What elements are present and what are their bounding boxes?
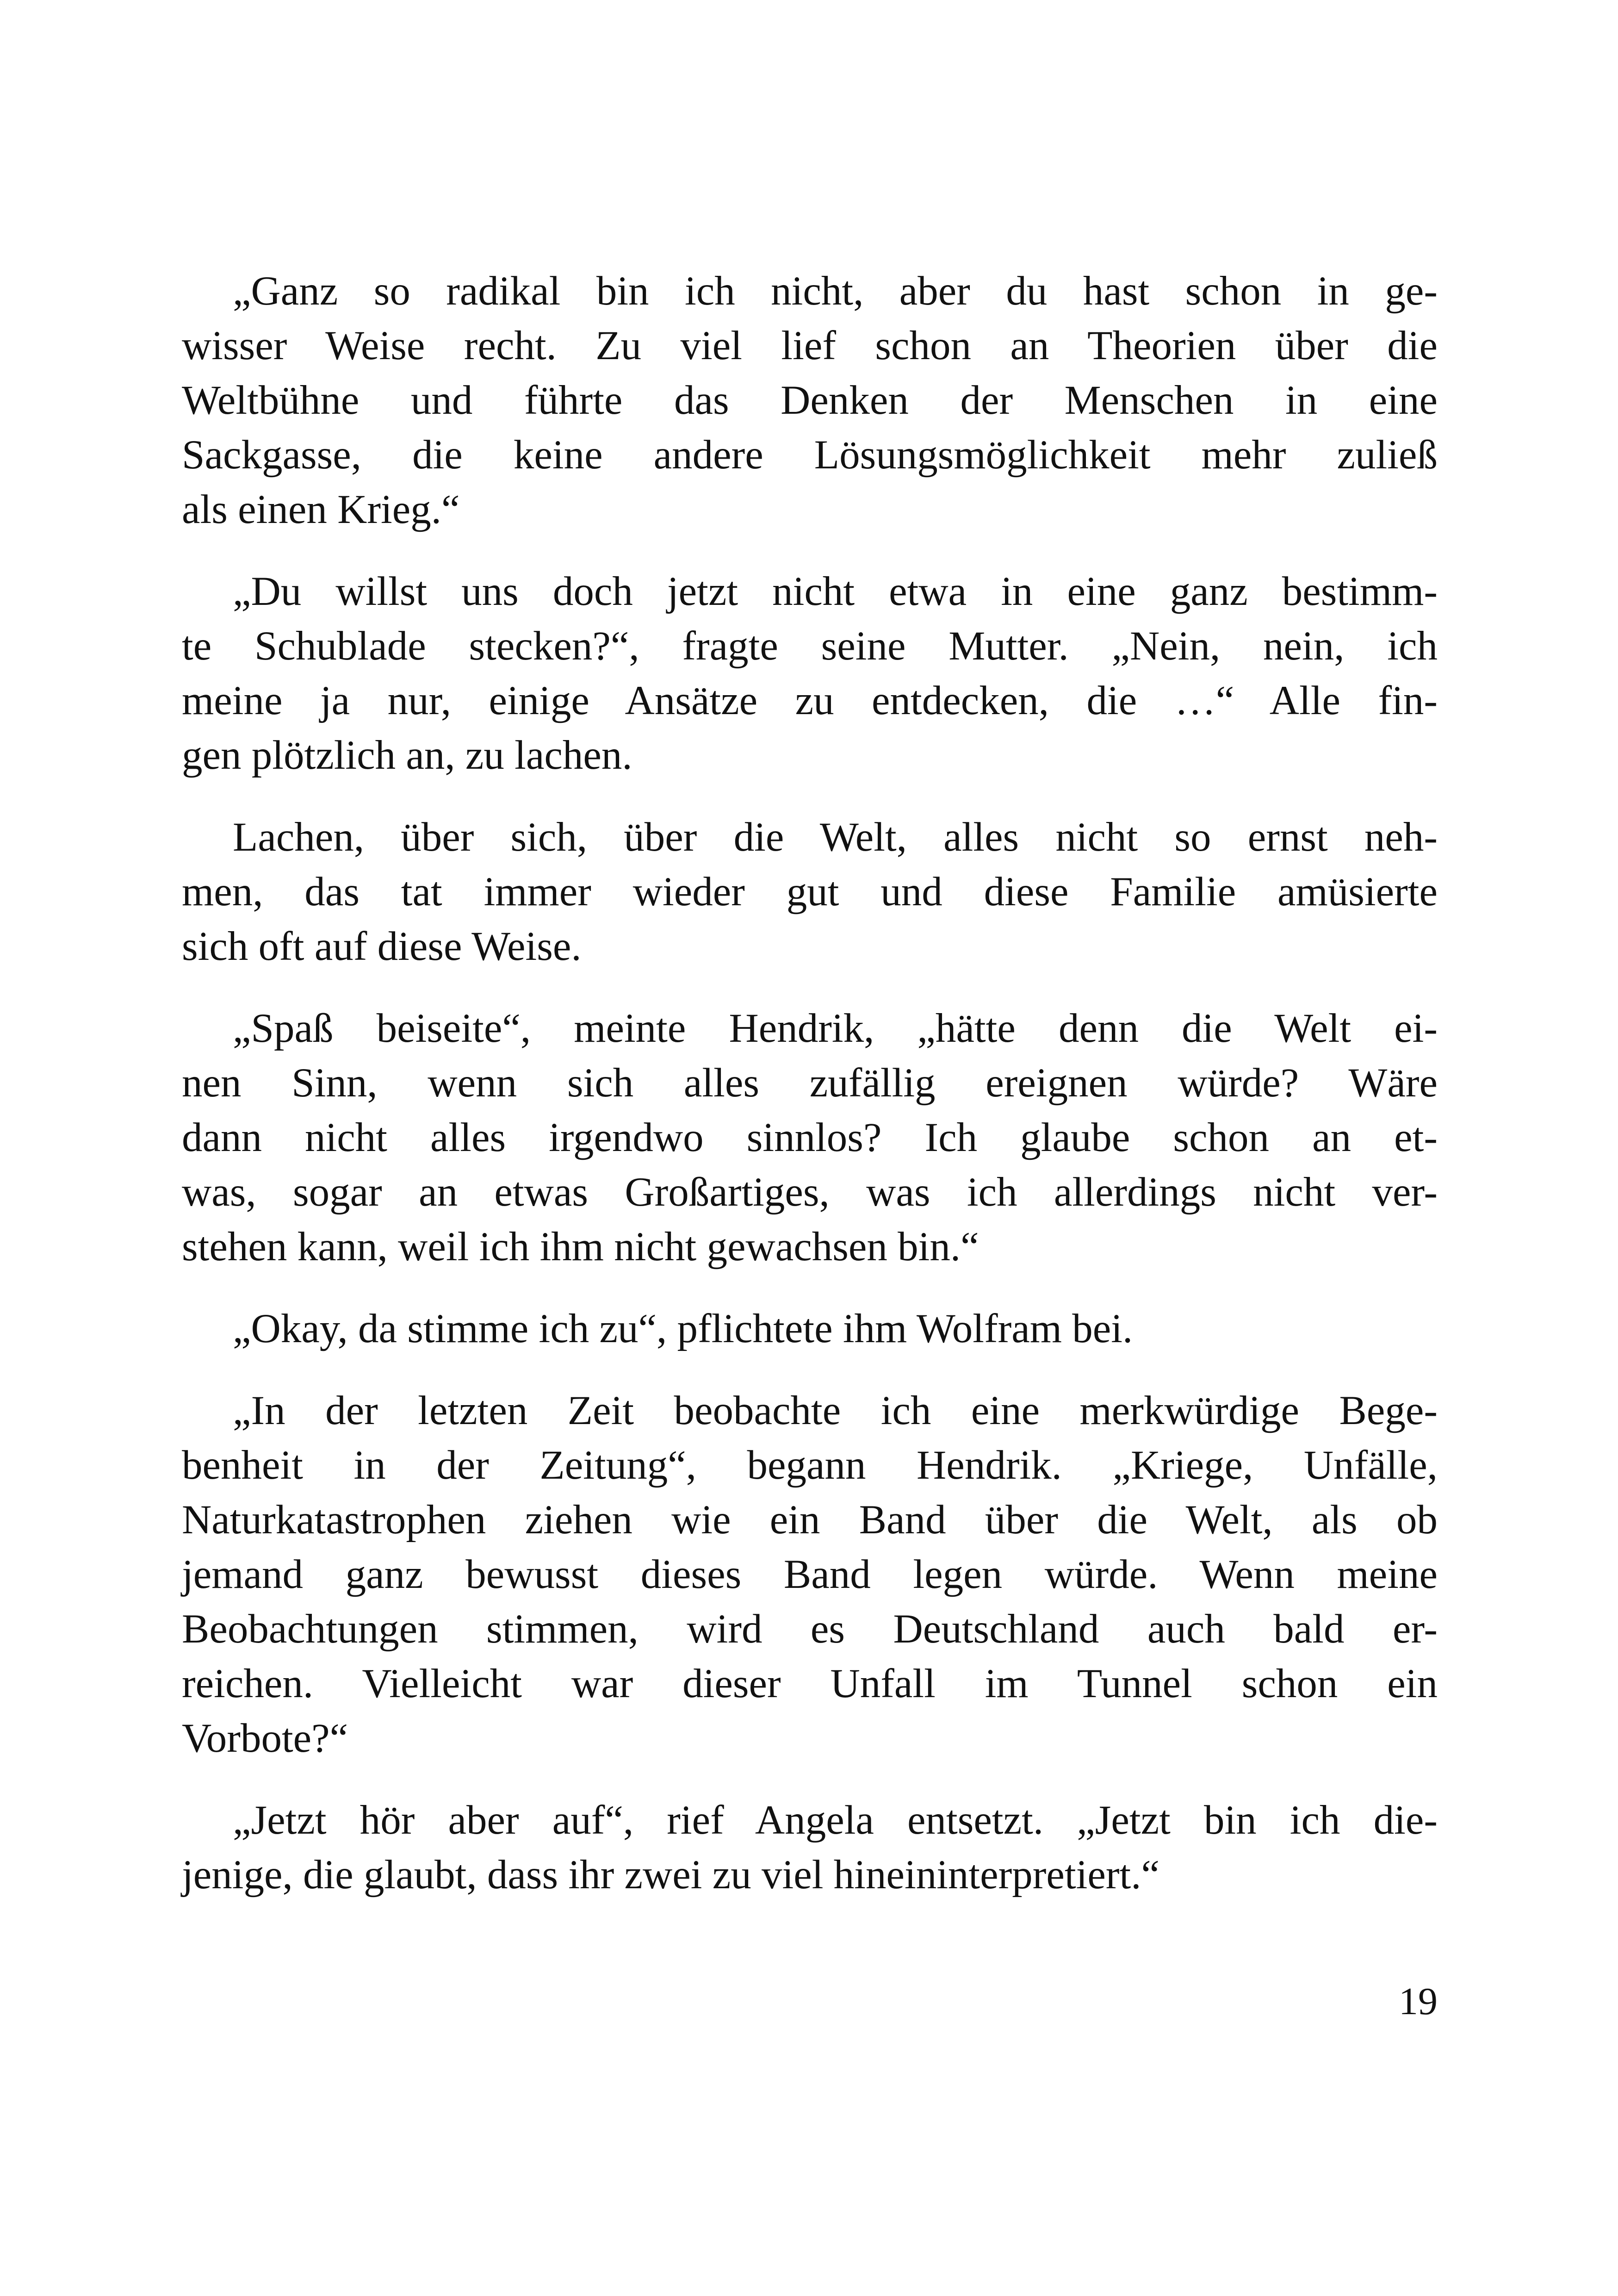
text-block [182, 264, 1438, 1929]
page-number: 19 [1399, 1980, 1438, 2023]
text-line: gen plötzlich an, zu lachen. [182, 733, 632, 778]
text-line: Weltbühne und führte das Denken der Menschen in eine [182, 378, 1438, 423]
text-line: „Spaß beiseite“, meinte Hendrik, „hätte denn die Welt ei- [233, 1006, 1438, 1051]
text-line: „Ganz so radikal bin ich nicht, aber du hast schon in ge- [233, 268, 1438, 314]
text-line: Naturkatastrophen ziehen wie ein Band über die Welt, als ob [182, 1497, 1438, 1543]
paragraph [182, 1793, 1438, 1902]
text-line: jenige, die glaubt, dass ihr zwei zu viel hineininterpretiert.“ [182, 1852, 1160, 1898]
text-line: „Jetzt hör aber auf“, rief Angela entsetzt. „Jetzt bin ich die- [233, 1798, 1438, 1843]
text-line: nen Sinn, wenn sich alles zufällig ereignen würde? Wäre [182, 1060, 1438, 1106]
text-line: Vorbote?“ [182, 1716, 348, 1761]
text-line: als einen Krieg.“ [182, 487, 460, 532]
text-line: te Schublade stecken?“, fragte seine Mutter. „Nein, nein, ich [182, 623, 1438, 669]
text-line: wisser Weise recht. Zu viel lief schon an Theorien über die [182, 323, 1438, 368]
text-line: reichen. Vielleicht war dieser Unfall im Tunnel schon ein [182, 1661, 1438, 1706]
text-line: „Okay, da stimme ich zu“, pflichtete ihm Wolfram bei. [233, 1306, 1133, 1351]
text-line: „In der letzten Zeit beobachte ich eine merkwürdige Bege- [233, 1388, 1438, 1433]
paragraph [182, 1001, 1438, 1274]
text-line: jemand ganz bewusst dieses Band legen würde. Wenn meine [182, 1552, 1438, 1597]
paragraph [182, 810, 1438, 974]
text-line: stehen kann, weil ich ihm nicht gewachsen bin.“ [182, 1224, 979, 1269]
text-line: „Du willst uns doch jetzt nicht etwa in eine ganz bestimm- [233, 569, 1438, 614]
text-line: meine ja nur, einige Ansätze zu entdecken, die …“ Alle fin- [182, 678, 1438, 723]
text-line: men, das tat immer wieder gut und diese Familie amüsierte [182, 869, 1438, 915]
text-line: benheit in der Zeitung“, begann Hendrik. „Kriege, Unfälle, [182, 1443, 1438, 1488]
paragraph [182, 1301, 1438, 1356]
text-line: Sackgasse, die keine andere Lösungsmöglichkeit mehr zuließ [182, 432, 1438, 478]
paragraph [182, 264, 1438, 537]
text-line: was, sogar an etwas Großartiges, was ich allerdings nicht ver- [182, 1170, 1438, 1215]
text-line: dann nicht alles irgendwo sinnlos? Ich glaube schon an et- [182, 1115, 1438, 1160]
paragraph [182, 564, 1438, 783]
text-line: Lachen, über sich, über die Welt, alles nicht so ernst neh- [233, 815, 1438, 860]
text-line: Beobachtungen stimmen, wird es Deutschland auch bald er- [182, 1606, 1438, 1652]
paragraph [182, 1383, 1438, 1766]
text-line: sich oft auf diese Weise. [182, 924, 582, 969]
